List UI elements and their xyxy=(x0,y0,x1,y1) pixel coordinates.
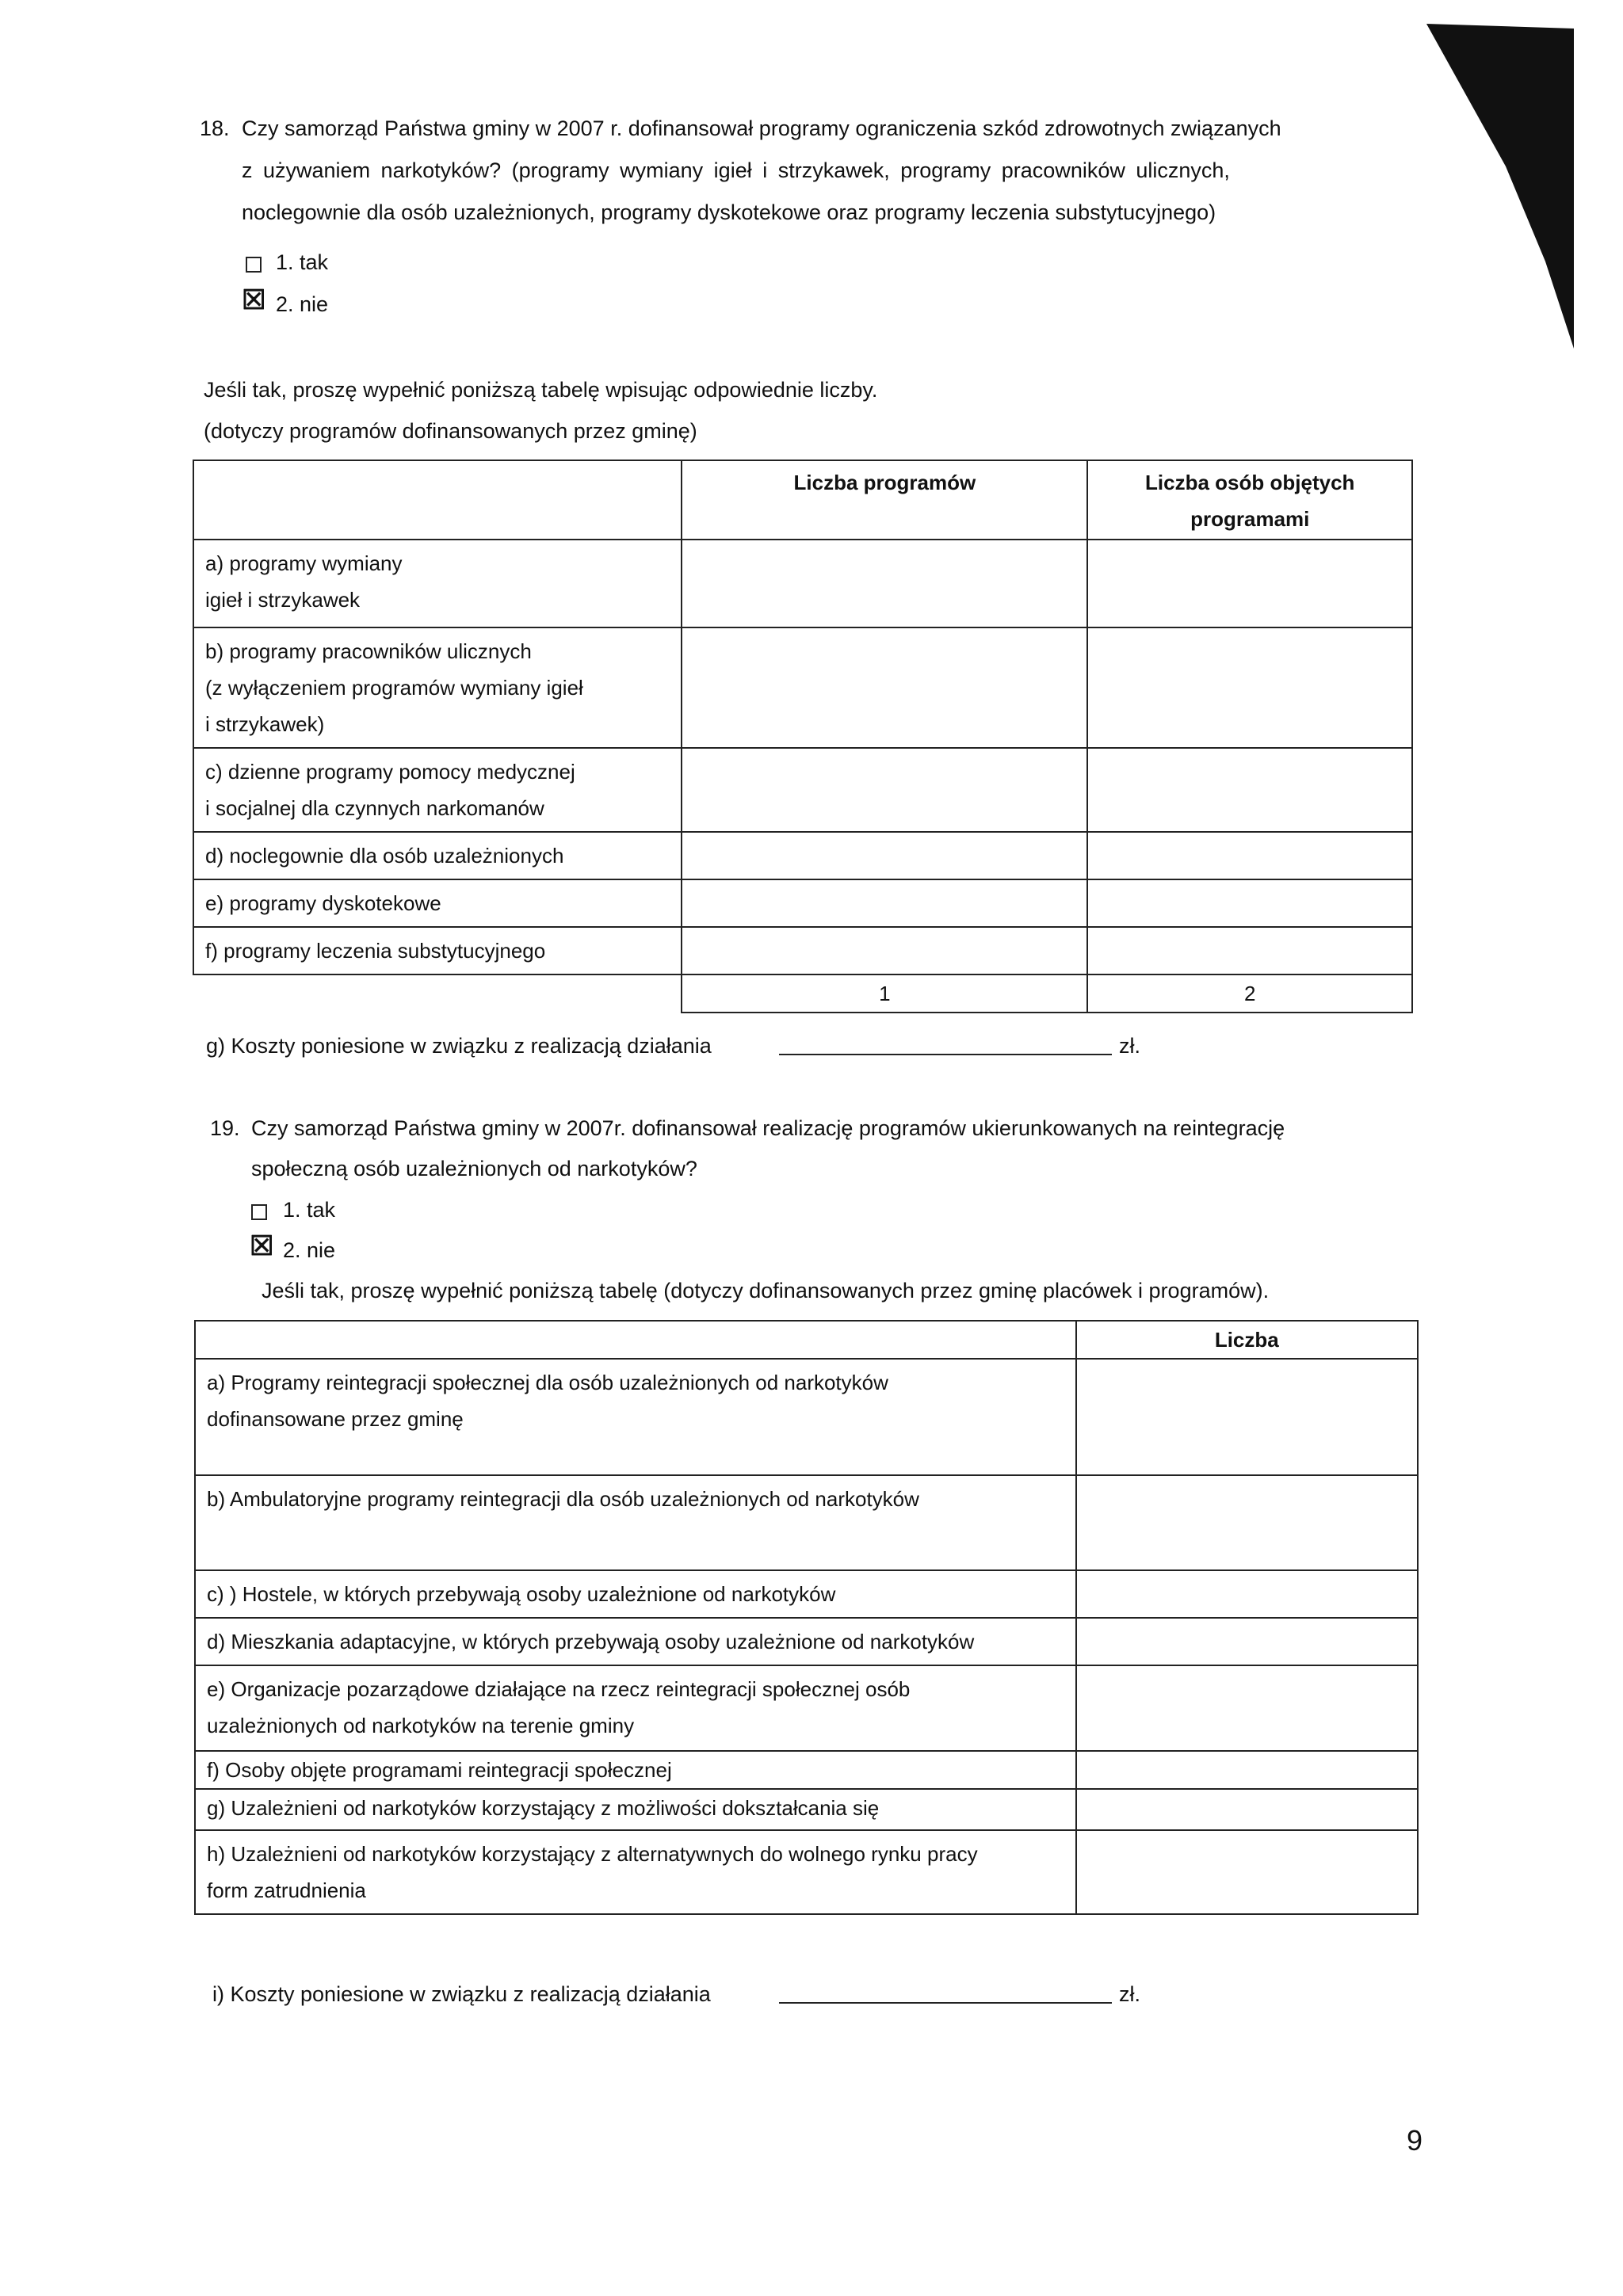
table-row xyxy=(193,832,1412,879)
table-row xyxy=(193,627,1412,748)
table-row xyxy=(195,1570,1418,1618)
q18-input-persons-e[interactable] xyxy=(1087,879,1412,927)
row-label-line: b) programy pracowników ulicznych xyxy=(205,639,532,663)
q18-row-label xyxy=(193,540,682,627)
page-number: 9 xyxy=(1407,2124,1423,2157)
row-label-line: uzależnionych od narkotyków na terenie gminy xyxy=(207,1714,635,1737)
q18-input-persons-d[interactable] xyxy=(1087,832,1412,879)
q18-row-label xyxy=(193,627,682,748)
q19-option-nie-label: 2. nie xyxy=(283,1238,336,1262)
q18-table xyxy=(193,460,1413,1013)
q19-table-corner-cell xyxy=(195,1321,1076,1359)
q18-option-nie-label: 2. nie xyxy=(276,292,329,316)
q19-option-nie-checked-icon[interactable]: ☒ xyxy=(250,1231,274,1261)
q18-col-persons-header-line2: programami xyxy=(1190,507,1310,531)
row-label-line: a) programy wymiany xyxy=(205,551,403,575)
q19-row-label: b) Ambulatoryjne programy reintegracji dla osób uzależnionych od narkotyków xyxy=(195,1475,1076,1570)
q18-input-programs-f[interactable] xyxy=(682,927,1087,974)
table-row xyxy=(195,1830,1418,1914)
q18-input-programs-b[interactable] xyxy=(682,627,1087,748)
q18-input-persons-b[interactable] xyxy=(1087,627,1412,748)
q18-option-tak-checkbox[interactable] xyxy=(246,257,262,273)
row-label-line: i socjalnej dla czynnych narkomanów xyxy=(205,796,544,820)
q18-col-number-1: 1 xyxy=(682,974,1087,1013)
q19-costs-unit: zł. xyxy=(1119,1982,1140,2006)
q19-row-label xyxy=(195,1830,1076,1914)
q19-input-count-e[interactable] xyxy=(1076,1665,1418,1751)
q19-input-count-b[interactable] xyxy=(1076,1475,1418,1570)
q18-col-persons-header xyxy=(1087,460,1412,540)
q18-row-label xyxy=(193,748,682,832)
q18-question-line2: z używaniem narkotyków? (programy wymiany igieł i strzykawek, programy pracowników ulicznych, xyxy=(242,158,1230,182)
q19-row-label: d) Mieszkania adaptacyjne, w których przebywają osoby uzależnione od narkotyków xyxy=(195,1618,1076,1665)
q19-input-count-c[interactable] xyxy=(1076,1570,1418,1618)
table-row xyxy=(195,1751,1418,1789)
table-row xyxy=(195,1789,1418,1830)
row-label-line: i strzykawek) xyxy=(205,712,325,736)
q18-row-label: f) programy leczenia substytucyjnego xyxy=(193,927,682,974)
q19-option-tak-checkbox[interactable] xyxy=(251,1204,267,1220)
q19-input-count-f[interactable] xyxy=(1076,1751,1418,1789)
q18-input-programs-d[interactable] xyxy=(682,832,1087,879)
row-label-line: a) Programy reintegracji społecznej dla osób uzależnionych od narkotyków xyxy=(207,1371,888,1394)
row-label-line: (z wyłączeniem programów wymiany igieł xyxy=(205,676,583,700)
q18-question-line3: noclegownie dla osób uzależnionych, programy dyskotekowe oraz programy leczenia substytucyjnego) xyxy=(242,200,1216,224)
q18-costs-label: g) Koszty poniesione w związku z realizacją działania xyxy=(206,1034,712,1058)
row-label-line: h) Uzależnieni od narkotyków korzystający z alternatywnych do wolnego rynku pracy xyxy=(207,1842,978,1866)
q19-row-label xyxy=(195,1359,1076,1475)
q19-option-tak-label: 1. tak xyxy=(283,1198,336,1222)
q18-col-number-2: 2 xyxy=(1087,974,1412,1013)
q18-col-persons-header-line1: Liczba osób objętych xyxy=(1145,471,1355,494)
q18-input-programs-c[interactable] xyxy=(682,748,1087,832)
table-row xyxy=(193,879,1412,927)
q19-input-count-d[interactable] xyxy=(1076,1618,1418,1665)
table-row xyxy=(193,540,1412,627)
row-label-line: e) Organizacje pozarządowe działające na rzecz reintegracji społecznej osób xyxy=(207,1677,911,1701)
q19-number: 19. xyxy=(210,1116,240,1140)
row-label-line: igieł i strzykawek xyxy=(205,588,361,612)
row-label-line: form zatrudnienia xyxy=(207,1878,366,1902)
q18-input-programs-e[interactable] xyxy=(682,879,1087,927)
table-row xyxy=(195,1359,1418,1475)
q18-table-footer-blank xyxy=(193,974,682,1013)
q18-instruction-note: (dotyczy programów dofinansowanych przez gminę) xyxy=(204,419,697,443)
q19-costs-input[interactable] xyxy=(779,2002,1112,2004)
table-row xyxy=(195,1665,1418,1751)
q18-instruction: Jeśli tak, proszę wypełnić poniższą tabelę wpisując odpowiednie liczby. xyxy=(204,378,878,402)
row-label-line: c) dzienne programy pomocy medycznej xyxy=(205,760,575,784)
q19-question-line2: społeczną osób uzależnionych od narkotyków? xyxy=(251,1157,697,1180)
q19-row-label: g) Uzależnieni od narkotyków korzystający z możliwości dokształcania się xyxy=(195,1789,1076,1830)
q19-row-label xyxy=(195,1665,1076,1751)
q18-row-label: e) programy dyskotekowe xyxy=(193,879,682,927)
q18-row-label: d) noclegownie dla osób uzależnionych xyxy=(193,832,682,879)
table-row xyxy=(195,1475,1418,1570)
q19-input-count-g[interactable] xyxy=(1076,1789,1418,1830)
q18-input-persons-c[interactable] xyxy=(1087,748,1412,832)
row-label-line: dofinansowane przez gminę xyxy=(207,1407,464,1431)
q18-question-line1: Czy samorząd Państwa gminy w 2007 r. dofinansował programy ograniczenia szkód zdrowotnych związanych xyxy=(242,116,1281,140)
q18-option-nie-checked-icon[interactable]: ☒ xyxy=(242,285,266,315)
q19-table xyxy=(194,1320,1419,1915)
table-row xyxy=(193,927,1412,974)
q19-question-line1: Czy samorząd Państwa gminy w 2007r. dofinansował realizację programów ukierunkowanych na reintegrację xyxy=(251,1116,1285,1140)
q18-input-persons-a[interactable] xyxy=(1087,540,1412,627)
table-row xyxy=(195,1618,1418,1665)
q18-col-programs-header: Liczba programów xyxy=(682,460,1087,540)
q19-input-count-a[interactable] xyxy=(1076,1359,1418,1475)
q19-row-label: f) Osoby objęte programami reintegracji społecznej xyxy=(195,1751,1076,1789)
table-row xyxy=(193,748,1412,832)
q18-table-corner-cell xyxy=(193,460,682,540)
q18-costs-input[interactable] xyxy=(779,1054,1112,1055)
q19-row-label: c) ) Hostele, w których przebywają osoby uzależnione od narkotyków xyxy=(195,1570,1076,1618)
q18-number: 18. xyxy=(200,116,230,140)
scan-corner-mark xyxy=(1426,24,1577,349)
q18-option-tak-label: 1. tak xyxy=(276,250,329,274)
q18-costs-unit: zł. xyxy=(1119,1034,1140,1058)
q19-input-count-h[interactable] xyxy=(1076,1830,1418,1914)
q18-input-persons-f[interactable] xyxy=(1087,927,1412,974)
q19-instruction: Jeśli tak, proszę wypełnić poniższą tabelę (dotyczy dofinansowanych przez gminę placówek i programów). xyxy=(262,1279,1270,1302)
q19-col-count-header: Liczba xyxy=(1076,1321,1418,1359)
q19-costs-label: i) Koszty poniesione w związku z realizacją działania xyxy=(212,1982,711,2006)
q18-input-programs-a[interactable] xyxy=(682,540,1087,627)
